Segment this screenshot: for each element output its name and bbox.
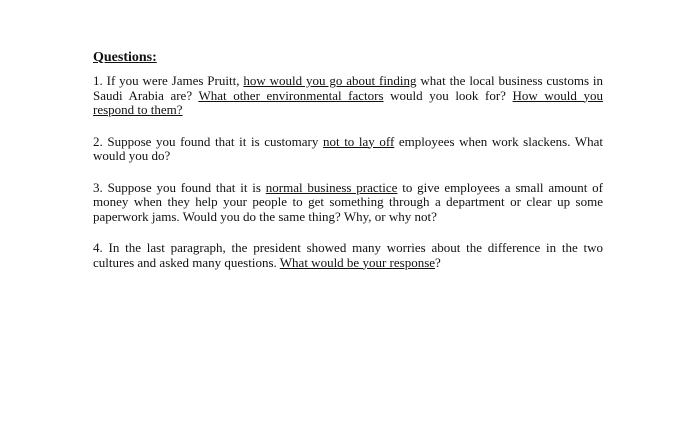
question-2 <box>93 135 603 164</box>
question-3-text: 3. Suppose you found that it is <box>93 179 266 195</box>
question-4-underlined-phrase: What would be your response <box>279 254 436 270</box>
question-2-text: 2. Suppose you found that it is customary <box>93 133 323 149</box>
question-1-underlined-phrase: How would you respond to them? <box>93 87 604 117</box>
question-4-text: ? <box>435 254 441 270</box>
question-1-underlined-phrase: how would you go about finding <box>243 73 417 88</box>
question-1-text: what the local business customs in Saudi Arabia are? <box>93 73 603 103</box>
question-1-text: would you look for? <box>383 87 513 103</box>
question-3-text: to give employees a small amount of money when they help your people to get something through a department or clear up some paperwork jams. Would you do the same thing? Why, or why not? <box>93 179 604 224</box>
question-2-underlined-phrase: not to lay off <box>322 133 395 149</box>
question-1-underlined-phrase: What other environmental factors <box>198 87 384 103</box>
question-4 <box>93 241 603 270</box>
document-page <box>93 50 603 287</box>
questions-heading: Questions: <box>93 50 157 65</box>
question-3-underlined-phrase: normal business practice <box>265 179 398 195</box>
question-4-text: 4. In the last paragraph, the president showed many worries about the difference in the two cultures and asked many questions. <box>93 240 603 270</box>
question-1 <box>93 74 603 118</box>
question-1-text: 1. If you were James Pruitt, <box>93 73 244 88</box>
question-3 <box>93 181 603 225</box>
question-2-text: employees when work slackens. What would you do? <box>93 133 603 163</box>
